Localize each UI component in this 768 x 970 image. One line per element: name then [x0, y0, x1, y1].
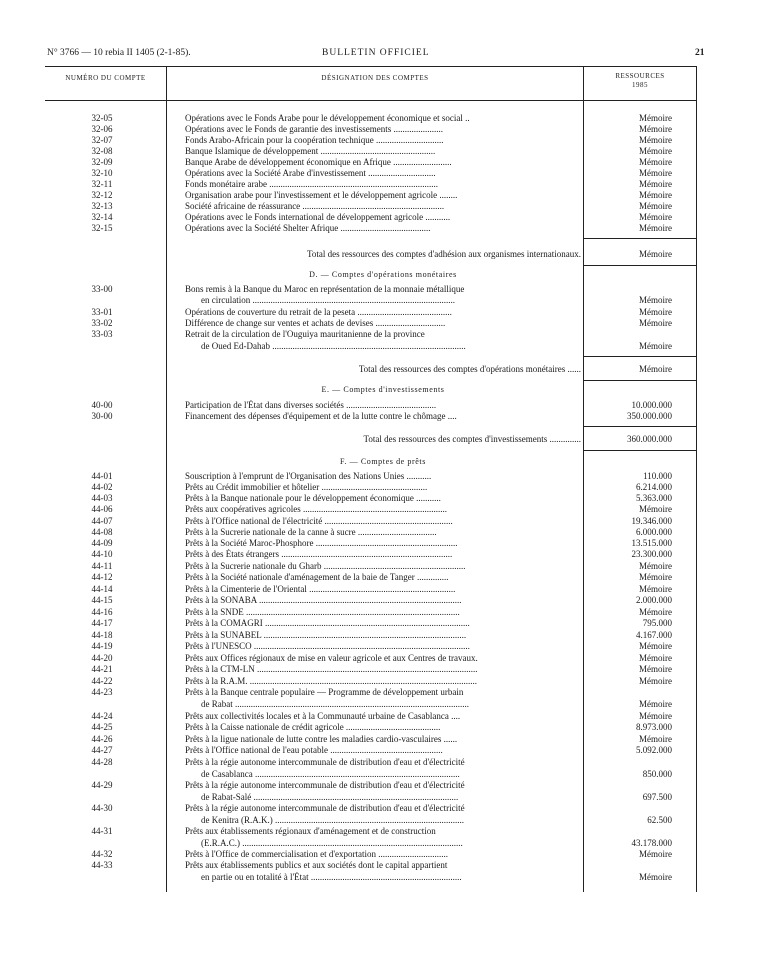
table-row [0, 803, 768, 814]
column-header-resources: RESSOURCES [615, 72, 665, 80]
account-number: 44-27 [91, 745, 113, 755]
table-row [0, 745, 768, 756]
resource-amount: Mémoire [639, 699, 672, 709]
table-row [0, 815, 768, 826]
account-designation: Opérations avec le Fonds international de développement agricole ........... [185, 212, 451, 222]
account-designation: Prêts à la SNDE ............................................................................................... [185, 607, 460, 617]
column-header-number: NUMÉRO DU COMPTE [65, 74, 146, 82]
resource-amount: Mémoire [639, 146, 672, 156]
subtotal-rule [583, 450, 696, 451]
resource-amount: Mémoire [639, 249, 672, 259]
table-row [0, 549, 768, 560]
account-designation: Prêts à la Banque centrale populaire — Programme de développement urbain [185, 687, 464, 697]
resource-amount: Mémoire [639, 364, 672, 374]
account-number: 44-03 [91, 493, 113, 503]
table-row [0, 482, 768, 493]
resource-amount: Mémoire [639, 711, 672, 721]
resource-amount: Mémoire [639, 872, 672, 882]
account-number: 44-01 [91, 471, 113, 481]
resource-amount: 850.000 [642, 769, 672, 779]
resource-amount: Mémoire [639, 179, 672, 189]
account-number: 44-33 [91, 860, 113, 870]
account-number: 32-13 [91, 201, 113, 211]
account-designation: Banque Arabe de développement économique en Afrique .......................... [185, 157, 452, 167]
account-designation: en partie ou en totalité à l'État ................................................................... [201, 872, 462, 882]
account-number: 44-06 [91, 504, 113, 514]
account-number: 44-28 [91, 757, 113, 767]
resource-amount: Mémoire [639, 307, 672, 317]
issue-reference: N° 3766 — 10 rebia II 1405 (2-1-85). [47, 48, 191, 58]
resource-amount: 360.000.000 [627, 434, 672, 444]
account-designation: Souscription à l'emprunt de l'Organisation des Nations Unies ........... [185, 471, 432, 481]
table-row [0, 493, 768, 504]
header-separator [45, 100, 696, 101]
resource-amount: 19.346.000 [631, 516, 672, 526]
account-designation: Prêts à l'UNESCO ................................................................................................ [185, 641, 470, 651]
resource-amount: Mémoire [639, 734, 672, 744]
account-designation: Prêts à l'Office national de l'eau potable .................................................. [185, 745, 443, 755]
account-number: 44-24 [91, 711, 113, 721]
account-designation: Prêts à la CTM-LN .................................................................................................. [185, 664, 478, 674]
table-row [0, 190, 768, 201]
section-heading-e: E. — Comptes d'investissements [321, 385, 445, 394]
account-designation: de Oued Ed-Dahab ...................................................................................... [201, 341, 466, 351]
resource-amount: Mémoire [639, 190, 672, 200]
account-designation: Prêts à des États étrangers ............................................................................ [185, 549, 453, 559]
resource-amount: 697.500 [642, 792, 672, 802]
account-number: 44-12 [91, 572, 113, 582]
account-number: 44-31 [91, 826, 113, 836]
section-heading-f: F. — Comptes de prêts [340, 457, 426, 466]
table-row [0, 595, 768, 606]
table-row [0, 561, 768, 572]
resource-amount: Mémoire [639, 641, 672, 651]
account-number: 32-15 [91, 223, 113, 233]
table-row [0, 411, 768, 422]
account-number: 33-00 [91, 284, 113, 294]
account-designation: Prêts à la régie autonome intercommunale de distribution d'eau et d'électricité [185, 757, 465, 767]
account-designation: en circulation .......................................................................................... [201, 295, 455, 305]
table-row [0, 135, 768, 146]
resource-amount: Mémoire [639, 653, 672, 663]
account-number: 32-12 [91, 190, 113, 200]
resource-amount: 2.000.000 [636, 595, 672, 605]
account-designation: de Rabat ........................................................................................................ [201, 699, 469, 709]
table-row [0, 780, 768, 791]
table-row [0, 664, 768, 675]
account-number: 32-08 [91, 146, 113, 156]
account-number: 44-15 [91, 595, 113, 605]
resource-amount: 350.000.000 [627, 411, 672, 421]
table-row [0, 341, 768, 352]
account-number: 44-09 [91, 538, 113, 548]
table-row [0, 687, 768, 698]
resource-amount: Mémoire [639, 561, 672, 571]
account-number: 32-07 [91, 135, 113, 145]
resource-amount: Mémoire [639, 201, 672, 211]
resource-amount: Mémoire [639, 223, 672, 233]
account-designation: Opérations avec le Fonds Arabe pour le développement économique et social .. [185, 113, 470, 123]
account-designation: Prêts à la SONABA .......................................................................................... [185, 595, 462, 605]
account-designation: Prêts à la Caisse nationale de crédit agricole .......................................... [185, 722, 441, 732]
resource-amount: Mémoire [639, 341, 672, 351]
account-number: 44-30 [91, 803, 113, 813]
resource-amount: Mémoire [639, 504, 672, 514]
resource-amount: Mémoire [639, 157, 672, 167]
table-row [0, 538, 768, 549]
resource-amount: 23.300.000 [631, 549, 672, 559]
table-row [0, 849, 768, 860]
account-number: 33-03 [91, 329, 113, 339]
table-row [0, 757, 768, 768]
account-designation: Bons remis à la Banque du Maroc en représentation de la monnaie métallique [185, 284, 465, 294]
table-row [0, 699, 768, 710]
account-designation: Fonds Arabo-Africain pour la coopération technique .............................. [185, 135, 444, 145]
table-row [0, 734, 768, 745]
table-row [0, 826, 768, 837]
resource-amount: Mémoire [639, 124, 672, 134]
account-number: 44-29 [91, 780, 113, 790]
account-designation: (E.R.A.C.) .................................................................................................. [201, 838, 463, 848]
account-designation: Prêts à la Cimenterie de l'Oriental ................................................................. [185, 584, 456, 594]
table-row [0, 630, 768, 641]
account-number: 30-00 [91, 411, 113, 421]
resource-amount: Mémoire [639, 295, 672, 305]
resource-amount: 43.178.000 [631, 838, 672, 848]
journal-title: BULLETIN OFFICIEL [322, 48, 430, 58]
section-heading-d: D. — Comptes d'opérations monétaires [309, 270, 457, 279]
account-designation: Prêts aux établissements publics et aux sociétés dont le capital appartient [185, 860, 448, 870]
table-row [0, 618, 768, 629]
account-designation: Opérations de couverture du retrait de la peseta .......................................... [185, 307, 452, 317]
account-designation: Prêts à l'Office national de l'électricité ......................................................... [185, 516, 453, 526]
table-row [0, 572, 768, 583]
account-designation: Prêts à la Société Maroc-Phosphore ............................................................... [185, 538, 458, 548]
table-row [0, 838, 768, 849]
account-designation: Opérations avec la Société Shelter Afrique ........................................ [185, 223, 431, 233]
resource-amount: Mémoire [639, 168, 672, 178]
resource-amount: 5.092.000 [636, 745, 672, 755]
account-number: 44-11 [91, 561, 113, 571]
account-designation: de Kenitra (R.A.K.) .................................................................................... [201, 815, 464, 825]
page-header [0, 48, 768, 62]
page-number: 21 [695, 48, 705, 58]
account-number: 32-10 [91, 168, 113, 178]
table-row [0, 329, 768, 340]
account-number: 32-09 [91, 157, 113, 167]
account-designation: Prêts à la SUNABEL .......................................................................................... [185, 630, 467, 640]
resource-amount: Mémoire [639, 676, 672, 686]
account-designation: Prêts à la Société nationale d'aménagement de la baie de Tanger .............. [185, 572, 449, 582]
table-row [0, 872, 768, 883]
resource-amount: 6.000.000 [636, 527, 672, 537]
table-row [0, 607, 768, 618]
section-total [0, 364, 768, 375]
account-number: 32-14 [91, 212, 113, 222]
account-number: 44-10 [91, 549, 113, 559]
account-number: 44-32 [91, 849, 113, 859]
account-designation: Prêts à la régie autonome intercommunale de distribution d'eau et d'électricité [185, 780, 465, 790]
table-row [0, 722, 768, 733]
resource-amount: Mémoire [639, 607, 672, 617]
table-row [0, 179, 768, 190]
account-designation: Prêts aux coopératives agricoles ................................................................ [185, 504, 447, 514]
account-designation: Différence de change sur ventes et achats de devises ............................... [185, 318, 446, 328]
account-number: 33-02 [91, 318, 113, 328]
subtotal-rule [583, 426, 696, 427]
account-number: 44-14 [91, 584, 113, 594]
account-designation: Total des ressources des comptes d'opérations monétaires ...... [358, 364, 581, 374]
account-designation: Prêts au Crédit immobilier et hôtelier ............................................... [185, 482, 428, 492]
account-number: 40-00 [91, 400, 113, 410]
resource-amount: Mémoire [639, 664, 672, 674]
table-row [0, 157, 768, 168]
table-row [0, 307, 768, 318]
subtotal-rule [583, 356, 696, 357]
table-row [0, 769, 768, 780]
account-designation: de Rabat-Salé ........................................................................................... [201, 792, 459, 802]
table-row [0, 400, 768, 411]
table-row [0, 711, 768, 722]
table-row [0, 584, 768, 595]
resource-amount: 13.515.000 [631, 538, 672, 548]
account-number: 32-05 [91, 113, 113, 123]
table-row [0, 641, 768, 652]
account-designation: de Casablanca ........................................................................................... [201, 769, 460, 779]
account-number: 32-11 [91, 179, 113, 189]
table-row [0, 527, 768, 538]
subtotal-rule [583, 238, 696, 239]
account-designation: Prêts à la Sucrerie nationale de la canne à sucre ................................... [185, 527, 437, 537]
resource-amount: 5.363.000 [636, 493, 672, 503]
account-designation: Banque Islamique de développement ................................................... [185, 146, 436, 156]
account-designation: Prêts aux Offices régionaux de mise en valeur agricole et aux Centres de travaux. [185, 653, 478, 663]
resource-amount: Mémoire [639, 849, 672, 859]
table-row [0, 792, 768, 803]
account-designation: Financement des dépenses d'équipement et de la lutte contre le chômage .... [185, 411, 457, 421]
account-number: 44-26 [91, 734, 113, 744]
resource-amount: 62.500 [647, 815, 672, 825]
account-number: 44-16 [91, 607, 113, 617]
account-designation: Opérations avec la Société Arabe d'investissement .............................. [185, 168, 436, 178]
account-designation: Société africaine de réassurance ............................................................... [185, 201, 445, 211]
table-row [0, 676, 768, 687]
table-row [0, 284, 768, 295]
account-designation: Prêts à la régie autonome intercommunale de distribution d'eau et d'électricité [185, 803, 465, 813]
resource-amount: 110.000 [643, 471, 672, 481]
account-number: 32-06 [91, 124, 113, 134]
section-total [0, 434, 768, 445]
account-number: 44-23 [91, 687, 113, 697]
account-designation: Prêts aux établissements régionaux d'aménagement et de construction [185, 826, 436, 836]
account-number: 44-20 [91, 653, 113, 663]
account-number: 44-08 [91, 527, 113, 537]
account-designation: Participation de l'État dans diverses sociétés ........................................ [185, 400, 437, 410]
account-designation: Prêts à la COMAGRI ........................................................................................... [185, 618, 470, 628]
table-row [0, 124, 768, 135]
account-designation: Retrait de la circulation de l'Ouguiya mauritanienne de la province [185, 329, 425, 339]
account-number: 44-18 [91, 630, 113, 640]
account-number: 44-07 [91, 516, 113, 526]
table-row [0, 223, 768, 234]
resource-amount: Mémoire [639, 113, 672, 123]
subtotal-rule [583, 265, 696, 266]
table-row [0, 201, 768, 212]
resource-amount: Mémoire [639, 135, 672, 145]
account-designation: Prêts aux collectivités locales et à la Communauté urbaine de Casablanca .... [185, 711, 461, 721]
account-number: 44-21 [91, 664, 113, 674]
account-designation: Total des ressources des comptes d'investissements .............. [363, 434, 581, 444]
account-designation: Total des ressources des comptes d'adhésion aux organismes internationaux. [306, 249, 581, 259]
account-number: 44-25 [91, 722, 113, 732]
account-number: 44-17 [91, 618, 113, 628]
table-row [0, 653, 768, 664]
account-designation: Prêts à la R.A.M. ..................................................................................................... [185, 676, 477, 686]
account-designation: Prêts à la Banque nationale pour le développement économique ........... [185, 493, 441, 503]
table-row [0, 504, 768, 515]
account-number: 33-01 [91, 307, 113, 317]
account-designation: Opérations avec le Fonds de garantie des investissements ...................... [185, 124, 443, 134]
account-number: 44-19 [91, 641, 113, 651]
account-designation: Prêts à la Sucrerie nationale du Gharb ............................................................... [185, 561, 466, 571]
table-row [0, 860, 768, 871]
resource-amount: Mémoire [639, 584, 672, 594]
resource-amount: 4.167.000 [636, 630, 672, 640]
account-designation: Organisation arabe pour l'investissement et le développement agricole ........ [185, 190, 458, 200]
resource-amount: Mémoire [639, 212, 672, 222]
table-row [0, 516, 768, 527]
column-header-designation: DÉSIGNATION DES COMPTES [321, 74, 429, 82]
table-row [0, 295, 768, 306]
resource-amount: Mémoire [639, 318, 672, 328]
account-designation: Prêts à la ligue nationale de lutte contre les maladies cardio-vasculaires ...... [185, 734, 458, 744]
table-row [0, 212, 768, 223]
resource-amount: Mémoire [639, 572, 672, 582]
table-row [0, 168, 768, 179]
resource-amount: 795.000 [642, 618, 672, 628]
column-header-year: 1985 [632, 81, 648, 89]
table-row [0, 146, 768, 157]
account-number: 44-02 [91, 482, 113, 492]
account-designation: Fonds monétaire arabe ........................................................................... [185, 179, 438, 189]
section-total [0, 249, 768, 260]
table-row [0, 318, 768, 329]
subtotal-rule [583, 380, 696, 381]
account-number: 44-22 [91, 676, 113, 686]
account-designation: Prêts à l'Office de commercialisation et d'exportation ............................... [185, 849, 449, 859]
resource-amount: 8.973.000 [636, 722, 672, 732]
resource-amount: 10.000.000 [631, 400, 672, 410]
table-row [0, 471, 768, 482]
table-row [0, 113, 768, 124]
resource-amount: 6.214.000 [636, 482, 672, 492]
